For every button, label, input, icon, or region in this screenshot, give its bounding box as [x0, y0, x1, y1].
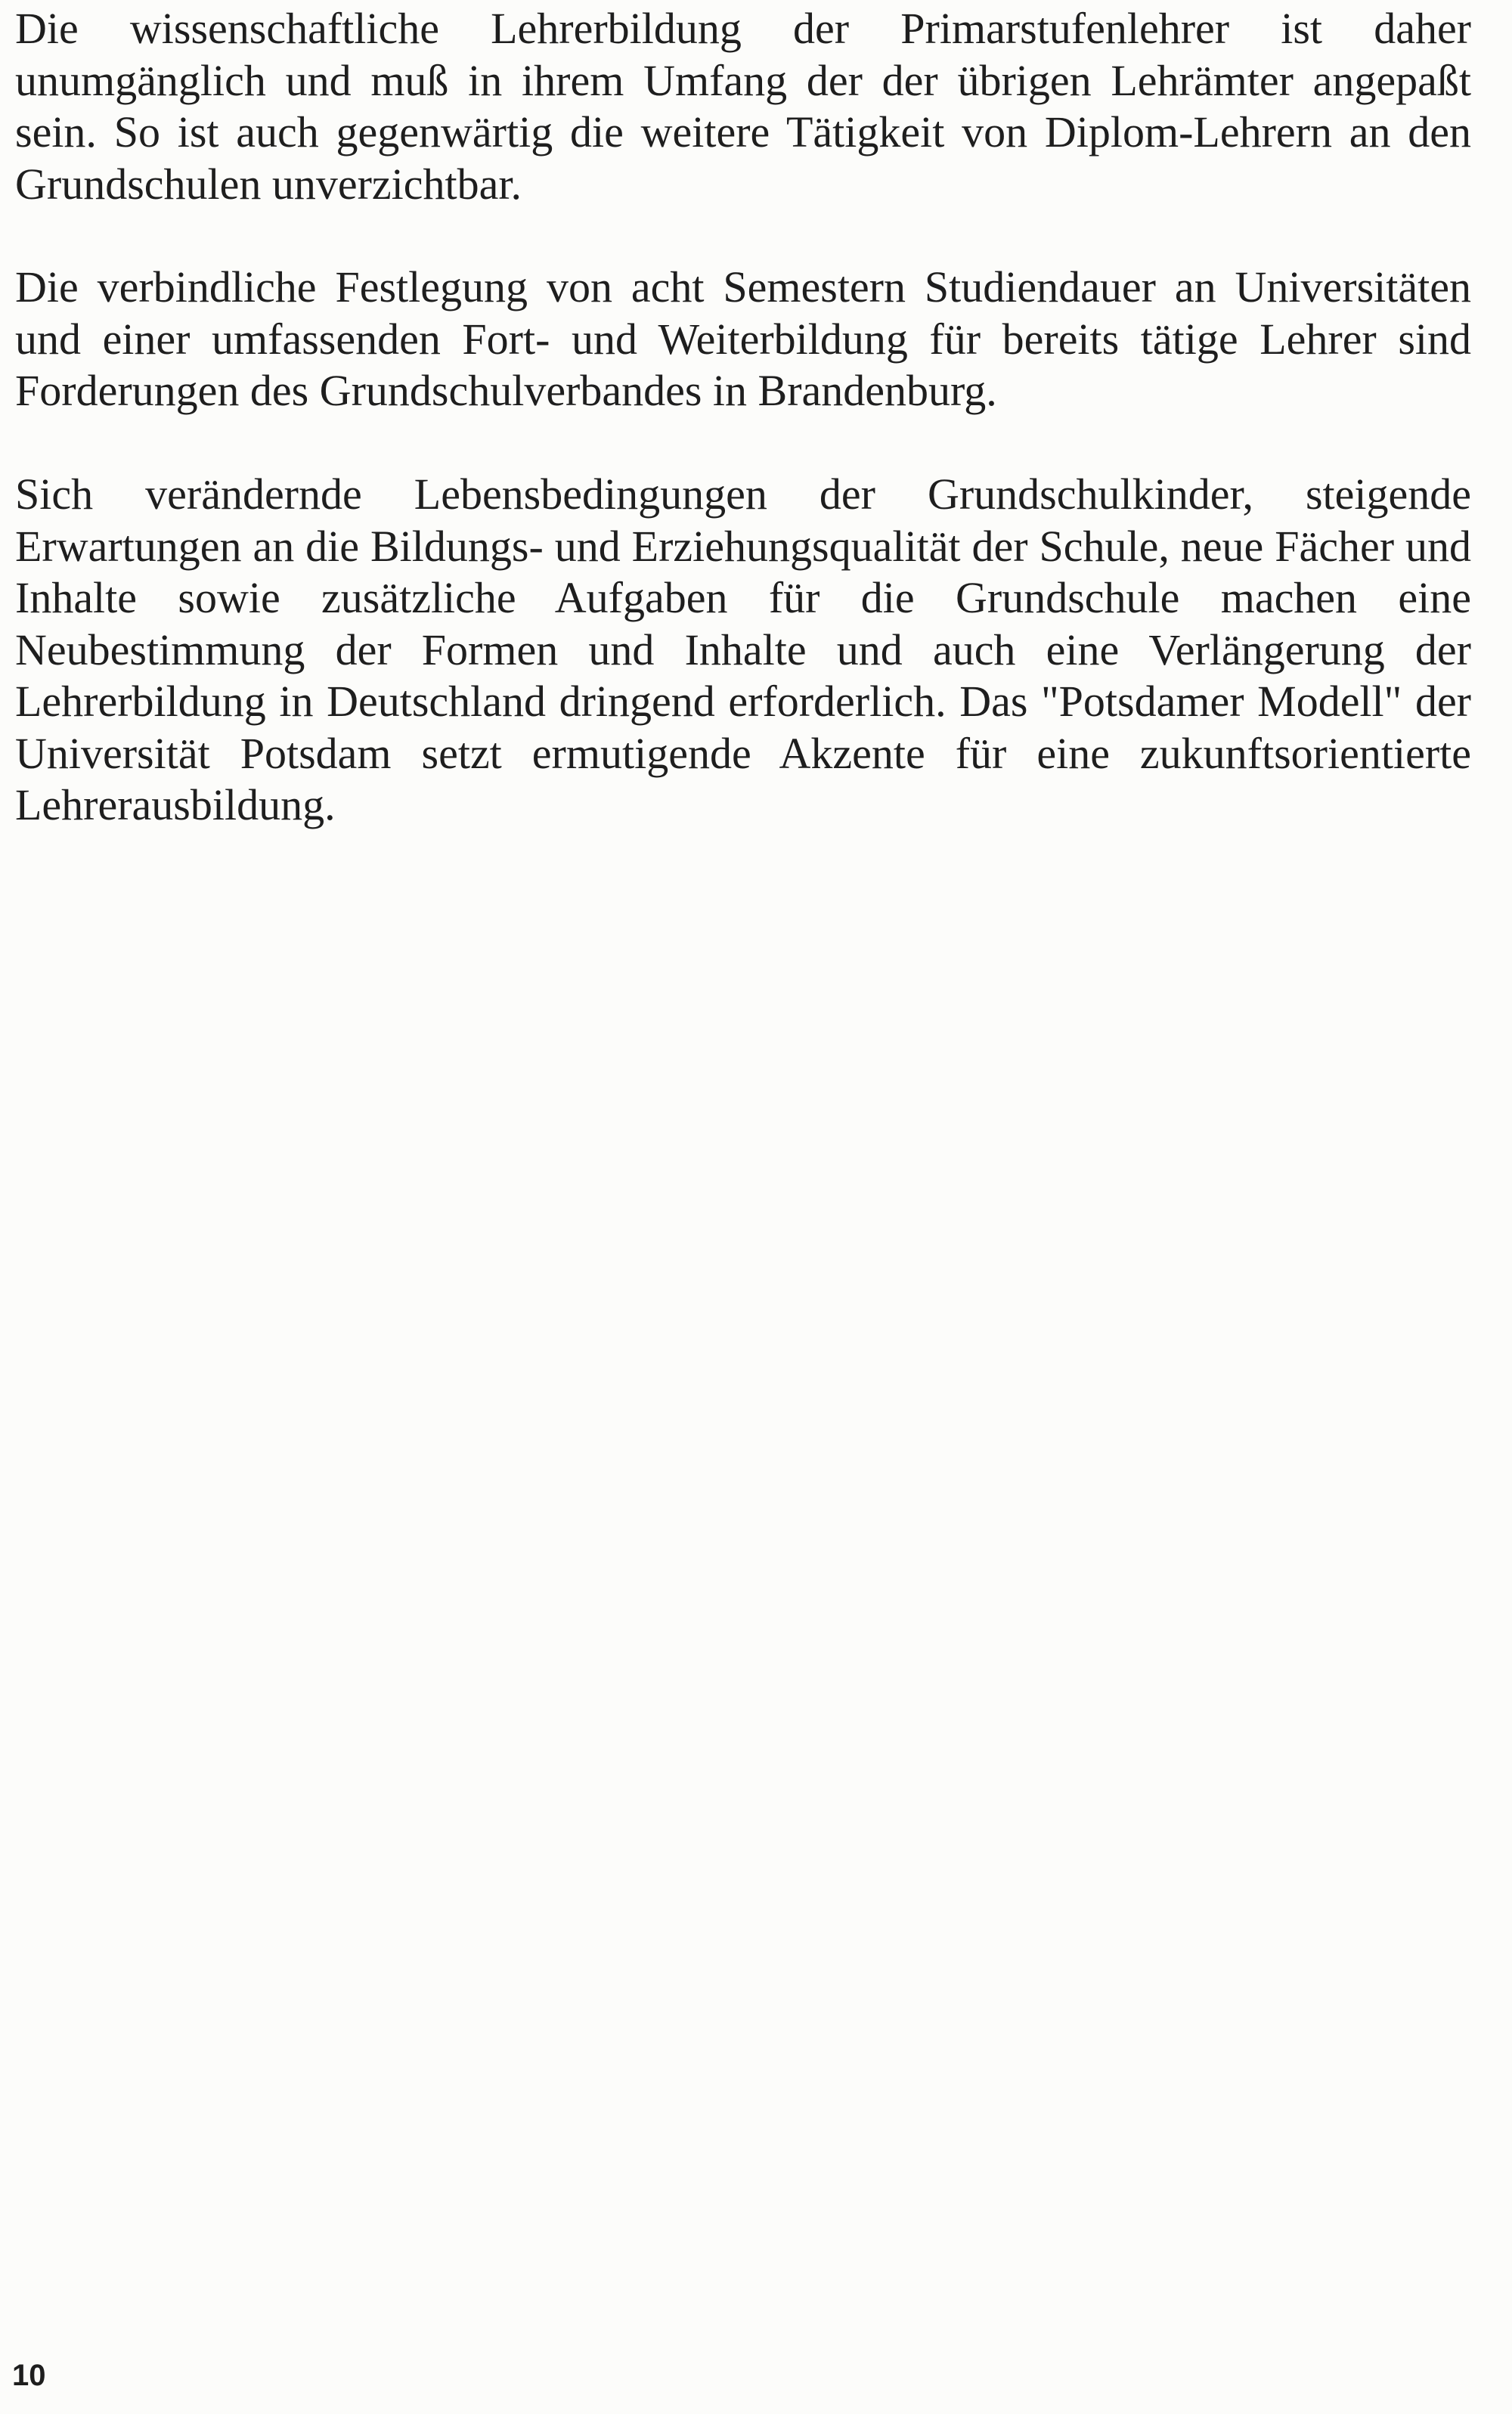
paragraph-2: Die verbindliche Festlegung von acht Semestern Studiendauer an Universitäten und einer umfassenden Fort- und Weiterbildung für bereits tätige Lehrer sind Forderungen des Grundschulverbandes in Brandenburg.: [15, 262, 1471, 415]
page-number: 10: [12, 2359, 46, 2392]
paragraph-3: Sich verändernde Lebensbedingungen der Grundschulkinder, steigende Erwartungen an die Bildungs- und Erziehungsqualität der Schule, neue Fächer und Inhalte sowie zusätzliche Aufgaben für die Grundschule machen eine Neubestimmung der Formen und Inhalte und auch eine Verlängerung der Lehrerbildung in Deutschland dringend erforderlich. Das "Potsdamer Modell" der Universität Potsdam setzt ermutigende Akzente für eine zukunftsorientierte Lehrerausbildung.: [15, 469, 1471, 829]
paragraph-1: Die wissenschaftliche Lehrerbildung der Primarstufenlehrer ist daher unumgänglich und muß in ihrem Umfang der der übrigen Lehrämter angepaßt sein. So ist auch gegenwärtig die weitere Tätigkeit von Diplom-Lehrern an den Grundschulen unverzichtbar.: [15, 4, 1471, 209]
